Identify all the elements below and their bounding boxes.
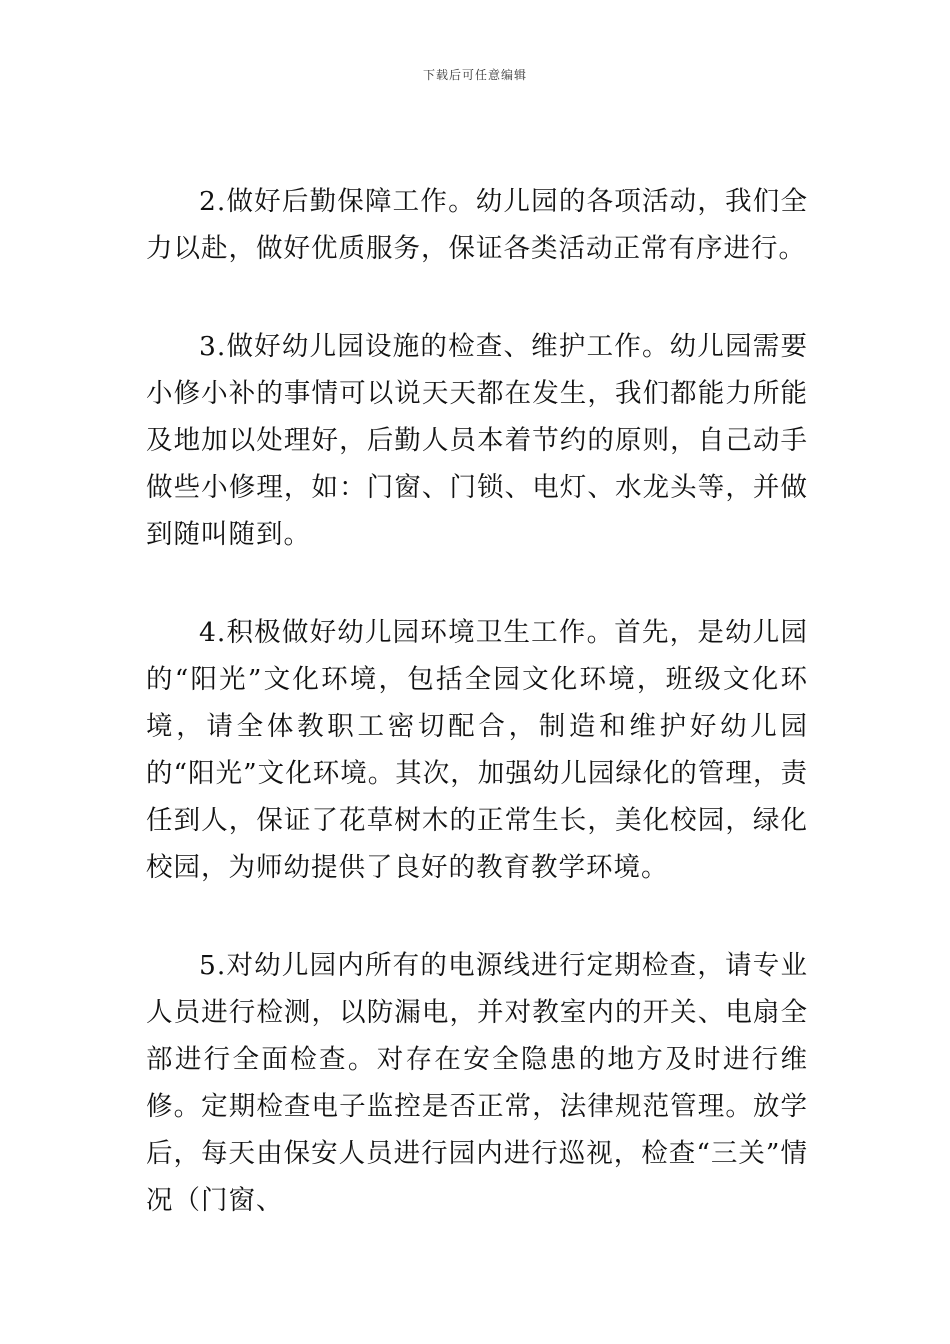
page-header-note: 下载后可任意编辑 [422, 68, 527, 82]
document-body [146, 178, 808, 1275]
paragraph-item-3: 3.做好幼儿园设施的检查、维护工作。幼儿园需要小修小补的事情可以说天天都在发生，我们都能力所能及地加以处理好，后勤人员本着节约的原则，自己动手做些小修理，如：门窗、门锁、电灯、水龙头等，并做到随叫随到。 [146, 331, 808, 550]
paragraph-item-4: 4.积极做好幼儿园环境卫生工作。首先，是幼儿园的“阳光”文化环境，包括全园文化环境，班级文化环境，请全体教职工密切配合，制造和维护好幼儿园的“阳光”文化环境。其次，加强幼儿园绿化的管理，责任到人，保证了花草树木的正常生长，美化校园，绿化校园，为师幼提供了良好的教育教学环境。 [146, 617, 808, 883]
paragraph-item-2: 2.做好后勤保障工作。幼儿园的各项活动，我们全力以赴，做好优质服务，保证各类活动正常有序进行。 [146, 186, 808, 264]
paragraph-item-5: 5.对幼儿园内所有的电源线进行定期检查，请专业人员进行检测，以防漏电，并对教室内的开关、电扇全部进行全面检查。对存在安全隐患的地方及时进行维修。定期检查电子监控是否正常，法律规范管理。放学后，每天由保安人员进行园内进行巡视，检查“三关”情况（门窗、 [146, 950, 808, 1216]
